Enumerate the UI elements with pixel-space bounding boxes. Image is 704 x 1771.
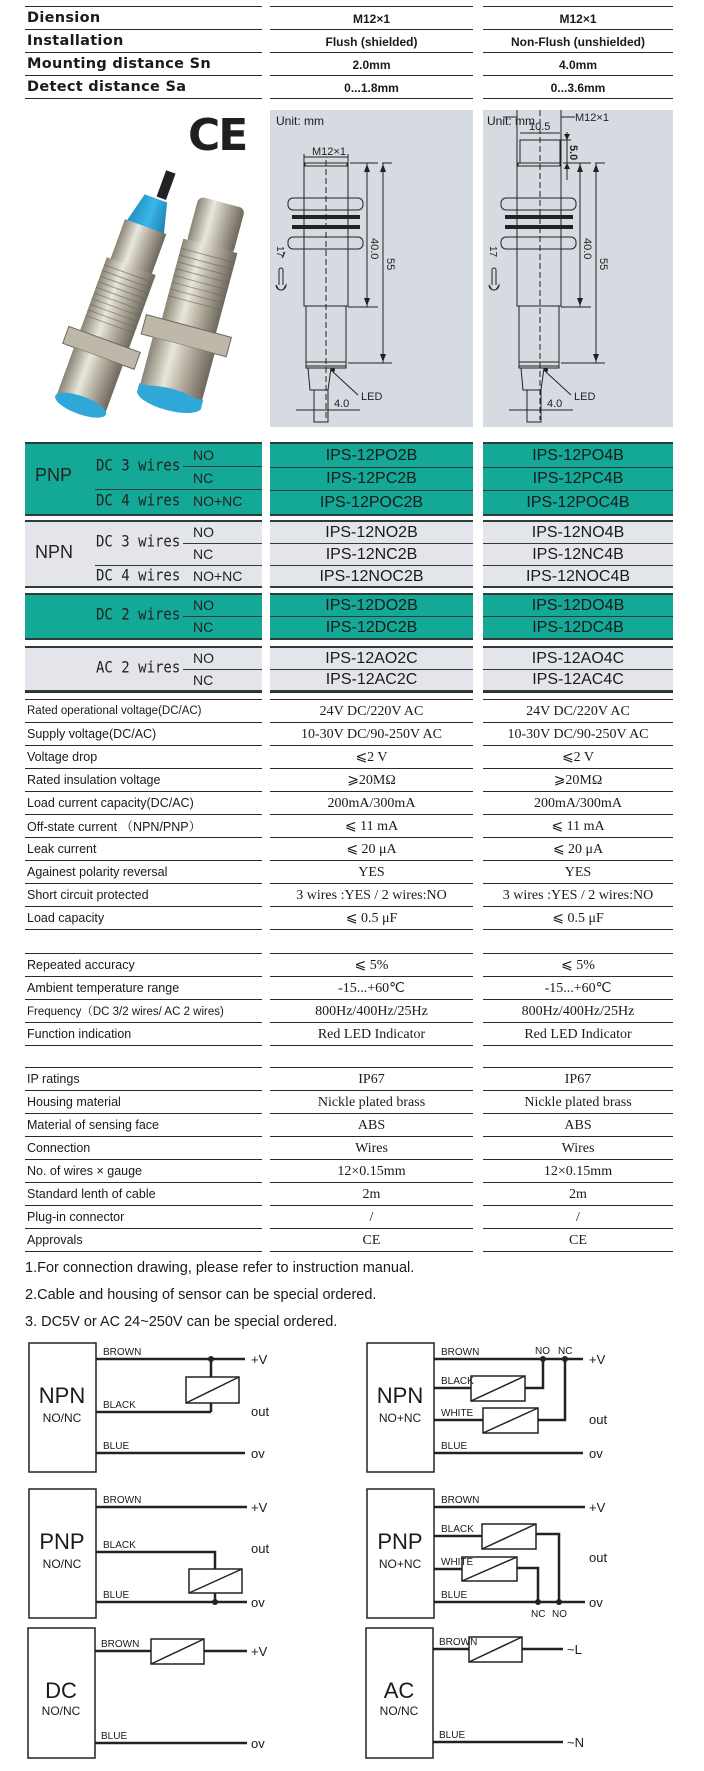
spec-value: 800Hz/400Hz/25Hz <box>521 1003 635 1019</box>
header-value: 2.0mm <box>352 57 391 72</box>
svg-text:BROWN: BROWN <box>101 1639 140 1650</box>
svg-text:NC: NC <box>531 1609 546 1620</box>
svg-text:17: 17 <box>274 246 285 258</box>
unit-label: Unit: mm <box>276 114 324 128</box>
model-group-pnp <box>25 442 262 516</box>
divider <box>25 1045 262 1046</box>
header-value: 0...3.6mm <box>550 80 606 95</box>
svg-text:5.0: 5.0 <box>567 145 579 161</box>
svg-text:LED: LED <box>361 391 383 403</box>
svg-text:+V: +V <box>251 1352 268 1367</box>
svg-text:NO/NC: NO/NC <box>42 1411 82 1425</box>
model-col1-dc2 <box>270 593 473 640</box>
header-label: Installation <box>27 32 124 49</box>
wiring-diagram-npn-nonc <box>25 1340 325 1480</box>
spec-label: Plug-in connector <box>27 1209 125 1224</box>
wiring-diagram-pnp-nonc <box>25 1486 325 1626</box>
svg-text:ov: ov <box>251 1736 265 1751</box>
svg-text:55: 55 <box>384 258 396 271</box>
header-label: Mounting distance Sn <box>27 55 211 72</box>
spec-label: Load capacity <box>27 910 105 925</box>
spec-value: Nickle plated brass <box>524 1094 632 1110</box>
spec-label: IP ratings <box>27 1071 80 1086</box>
svg-text:4.0: 4.0 <box>547 398 563 410</box>
output-type: NO <box>193 447 214 463</box>
spec-value: 800Hz/400Hz/25Hz <box>315 1003 428 1019</box>
model-number: IPS-12PO2B <box>325 446 418 464</box>
spec-label: Voltage drop <box>27 749 98 764</box>
model-group-dc2 <box>25 593 262 640</box>
svg-text:DC: DC <box>45 1678 77 1703</box>
spec-value: / <box>369 1209 374 1225</box>
divider <box>25 1251 262 1252</box>
spec-value: 24V DC/220V AC <box>526 703 630 719</box>
divider <box>25 929 262 930</box>
svg-text:BLACK: BLACK <box>103 1540 136 1551</box>
spec-value: ⩽ 0.5 μF <box>345 911 398 926</box>
spec-value: ⩽ 5% <box>561 958 595 973</box>
model-col2-dc2 <box>483 593 673 640</box>
model-number: IPS-12PO4B <box>532 446 624 464</box>
model-number: IPS-12AC2C <box>270 669 473 690</box>
spec-value: ⩽ 20 μA <box>346 842 397 857</box>
svg-text:NPN: NPN <box>38 1383 86 1408</box>
spec-value: ⩽ 0.5 μF <box>552 911 604 926</box>
model-number: IPS-12NC4B <box>483 543 673 565</box>
spec-label: Rated insulation voltage <box>27 772 161 787</box>
svg-text:NO/NC: NO/NC <box>379 1704 419 1718</box>
spec-value: / <box>576 1209 580 1225</box>
svg-text:PNP: PNP <box>39 1529 85 1554</box>
spec-value: ⩽2 V <box>355 750 388 765</box>
output-type: NO+NC <box>193 568 243 584</box>
spec-label: Leak current <box>27 841 97 856</box>
svg-text:+V: +V <box>251 1644 268 1659</box>
spec-value: ⩽ 11 mA <box>344 819 399 834</box>
divider <box>483 692 673 693</box>
spec-label: Ambient temperature range <box>27 980 180 995</box>
model-number: IPS-12DO4B <box>531 596 625 614</box>
output-type: NO+NC <box>193 493 243 509</box>
spec-value: Red LED Indicator <box>317 1026 426 1042</box>
spec-value: 12×0.15mm <box>337 1163 406 1179</box>
svg-text:LED: LED <box>574 391 596 403</box>
spec-value: 24V DC/220V AC <box>319 703 424 719</box>
spec-label: Rated operational voltage(DC/AC) <box>27 704 202 717</box>
group-label: NPN <box>35 542 74 562</box>
divider <box>25 98 262 99</box>
spec-value: YES <box>564 864 592 880</box>
model-number: IPS-12DO2B <box>325 596 418 614</box>
model-group-ac2 <box>25 646 262 692</box>
svg-text:WHITE: WHITE <box>441 1408 474 1419</box>
svg-text:NC: NC <box>558 1346 573 1357</box>
model-number: IPS-12AC4C <box>483 669 673 690</box>
model-col2-npn <box>483 520 673 588</box>
svg-text:BLACK: BLACK <box>441 1376 474 1387</box>
spec-value: 3 wires :YES / 2 wires:NO <box>502 887 654 903</box>
model-number: IPS-12PC4B <box>483 467 673 490</box>
divider <box>183 466 262 467</box>
spec-label: Material of sensing face <box>27 1117 160 1132</box>
svg-text:out: out <box>251 1404 270 1419</box>
spec-value: Nickle plated brass <box>317 1094 426 1110</box>
spec-value: 2m <box>569 1186 587 1202</box>
spec-label: No. of wires × gauge <box>27 1163 142 1178</box>
wires-label: AC 2 wires <box>96 658 181 678</box>
svg-text:+V: +V <box>589 1500 606 1515</box>
dimension-drawing-nonflush <box>483 110 673 427</box>
divider <box>183 669 262 670</box>
divider <box>95 489 262 490</box>
model-number: IPS-12AO4C <box>531 649 625 667</box>
svg-text:BLACK: BLACK <box>441 1524 474 1535</box>
spec-label: Frequency（DC 3/2 wires/ AC 2 wires) <box>27 1005 224 1018</box>
output-type: NC <box>193 619 214 635</box>
header-value: 4.0mm <box>558 57 598 72</box>
spec-value: YES <box>358 864 385 880</box>
spec-label: Againest polarity reversal <box>27 864 168 879</box>
svg-text:ov: ov <box>589 1446 603 1461</box>
svg-text:out: out <box>589 1412 608 1427</box>
spec-value: ⩾20MΩ <box>347 773 396 788</box>
spec-value: CE <box>362 1232 381 1248</box>
spec-value: 12×0.15mm <box>543 1163 613 1179</box>
spec-value: -15...+60℃ <box>544 981 612 996</box>
svg-text:PNP: PNP <box>377 1529 423 1554</box>
output-type: NC <box>193 470 214 486</box>
spec-value: Red LED Indicator <box>524 1026 632 1042</box>
spec-value: Wires <box>561 1140 595 1156</box>
spec-value: -15...+60℃ <box>338 981 405 996</box>
wiring-diagram-npn-nonc2 <box>363 1340 663 1480</box>
spec-value: 2m <box>362 1186 381 1202</box>
spec-value: 10-30V DC/90-250V AC <box>507 726 649 742</box>
divider <box>25 692 262 693</box>
model-number: IPS-12NOC2B <box>270 565 473 587</box>
note-2: 2.Cable and housing of sensor can be special ordered. <box>25 1287 377 1303</box>
svg-text:~L: ~L <box>567 1642 582 1657</box>
model-number: IPS-12PC2B <box>270 467 473 490</box>
sensor-outline-icon <box>483 110 673 427</box>
svg-text:~N: ~N <box>567 1735 584 1750</box>
header-value: Flush (shielded) <box>325 34 418 49</box>
svg-text:BLUE: BLUE <box>103 1441 130 1452</box>
spec-label: Function indication <box>27 1026 132 1041</box>
svg-text:+V: +V <box>251 1500 268 1515</box>
wires-label: DC 3 wires <box>96 456 181 476</box>
spec-value: ⩽2 V <box>561 750 595 765</box>
svg-text:NO: NO <box>535 1346 550 1357</box>
divider <box>183 616 262 617</box>
model-col2-pnp <box>483 442 673 516</box>
header-label: Diension <box>27 9 101 26</box>
model-number: IPS-12DC4B <box>483 616 673 638</box>
model-number: IPS-12NO2B <box>325 523 418 541</box>
wires-label: DC 3 wires <box>96 532 181 552</box>
svg-text:BLUE: BLUE <box>439 1730 466 1741</box>
spec-value: IP67 <box>358 1071 385 1087</box>
svg-text:55: 55 <box>597 258 609 271</box>
output-type: NO <box>193 597 214 613</box>
wiring-diagram-dc <box>25 1625 325 1765</box>
svg-text:NO: NO <box>552 1609 567 1620</box>
output-type: NC <box>193 546 214 562</box>
svg-text:40.0: 40.0 <box>368 238 380 260</box>
svg-text:ov: ov <box>251 1595 265 1610</box>
spec-value: 10-30V DC/90-250V AC <box>300 726 443 742</box>
ce-mark: CE <box>188 110 247 161</box>
spec-label: Load current capacity(DC/AC) <box>27 795 194 810</box>
spec-value: ABS <box>564 1117 592 1133</box>
svg-text:NPN: NPN <box>376 1383 424 1408</box>
svg-text:BLUE: BLUE <box>441 1590 468 1601</box>
spec-value: ⩽ 5% <box>354 958 389 973</box>
svg-text:ov: ov <box>251 1446 265 1461</box>
svg-text:+V: +V <box>589 1352 606 1367</box>
model-number: IPS-12NC2B <box>270 543 473 565</box>
model-col1-ac2 <box>270 646 473 692</box>
divider <box>270 692 473 693</box>
divider <box>183 543 262 544</box>
spec-value: 200mA/300mA <box>534 795 622 811</box>
svg-text:M12×1: M12×1 <box>575 112 609 124</box>
spec-value: 200mA/300mA <box>327 795 416 811</box>
model-group-npn <box>25 520 262 588</box>
wiring-diagram-ac <box>363 1625 663 1765</box>
group-label: PNP <box>35 465 73 485</box>
spec-value: Wires <box>355 1140 388 1156</box>
spec-value: IP67 <box>564 1071 592 1087</box>
spec-label: Repeated accuracy <box>27 957 135 972</box>
svg-text:BROWN: BROWN <box>103 1347 142 1358</box>
spec-value: CE <box>569 1232 587 1248</box>
model-col1-pnp <box>270 442 473 516</box>
svg-text:NO+NC: NO+NC <box>378 1411 422 1425</box>
svg-text:BLUE: BLUE <box>103 1590 130 1601</box>
model-number: IPS-12NOC4B <box>483 565 673 587</box>
svg-text:NO/NC: NO/NC <box>42 1557 82 1571</box>
svg-text:BROWN: BROWN <box>103 1495 142 1506</box>
model-col2-ac2 <box>483 646 673 692</box>
output-type: NO <box>193 524 214 540</box>
svg-text:BLACK: BLACK <box>103 1400 136 1411</box>
spec-value: ABS <box>357 1117 386 1133</box>
model-col1-npn <box>270 520 473 588</box>
model-number: IPS-12NO4B <box>531 523 625 541</box>
unit-label: Unit: mm <box>487 114 535 128</box>
svg-text:BROWN: BROWN <box>439 1637 478 1648</box>
output-type: NO <box>193 650 214 666</box>
svg-text:AC: AC <box>383 1678 415 1703</box>
svg-text:NO+NC: NO+NC <box>378 1557 422 1571</box>
wires-label: DC 4 wires <box>96 491 181 511</box>
spec-value: ⩽ 11 mA <box>551 819 605 834</box>
output-type: NC <box>193 672 214 688</box>
spec-label: Connection <box>27 1140 91 1155</box>
spec-label: Short circuit protected <box>27 887 149 902</box>
model-number: IPS-12POC4B <box>483 490 673 514</box>
header-label: Detect distance Sa <box>27 78 187 95</box>
svg-text:40.0: 40.0 <box>581 238 593 260</box>
svg-text:BLUE: BLUE <box>441 1441 468 1452</box>
model-number: IPS-12POC2B <box>270 490 473 514</box>
wires-label: DC 4 wires <box>96 566 181 586</box>
dimension-drawing-flush <box>270 110 473 427</box>
header-value: M12×1 <box>352 11 391 26</box>
spec-label: Standard lenth of cable <box>27 1186 156 1201</box>
svg-text:out: out <box>251 1541 270 1556</box>
spec-label: Approvals <box>27 1232 83 1247</box>
spec-label: Off-state current （NPN/PNP） <box>27 819 202 834</box>
svg-text:BROWN: BROWN <box>441 1495 480 1506</box>
svg-text:17: 17 <box>487 246 498 258</box>
note-1: 1.For connection drawing, please refer to instruction manual. <box>25 1260 415 1276</box>
header-value: 0...1.8mm <box>344 80 399 95</box>
product-photo <box>0 100 265 430</box>
spec-label: Supply voltage(DC/AC) <box>27 726 157 741</box>
header-value: Non-Flush (unshielded) <box>511 34 645 49</box>
spec-label: Housing material <box>27 1094 121 1109</box>
svg-text:WHITE: WHITE <box>441 1557 474 1568</box>
sensor-outline-icon <box>270 110 473 427</box>
spec-value: 3 wires :YES / 2 wires:NO <box>296 887 447 903</box>
svg-text:BROWN: BROWN <box>441 1347 480 1358</box>
svg-text:4.0: 4.0 <box>334 398 350 410</box>
model-number: IPS-12AO2C <box>325 649 418 667</box>
svg-text:ov: ov <box>589 1595 603 1610</box>
note-3: 3. DC5V or AC 24~250V can be special ordered. <box>25 1314 338 1330</box>
spec-value: ⩾20MΩ <box>553 773 603 788</box>
svg-text:NO/NC: NO/NC <box>41 1704 81 1718</box>
wiring-diagram-pnp-nonc2 <box>363 1486 663 1626</box>
header-value: M12×1 <box>559 11 597 26</box>
wires-label: DC 2 wires <box>96 605 181 625</box>
svg-text:10.5: 10.5 <box>529 121 551 133</box>
model-number: IPS-12DC2B <box>270 616 473 638</box>
svg-text:M12×1: M12×1 <box>312 146 346 158</box>
svg-text:out: out <box>589 1550 608 1565</box>
svg-text:BLUE: BLUE <box>101 1731 128 1742</box>
spec-value: ⩽ 20 μA <box>552 842 604 857</box>
